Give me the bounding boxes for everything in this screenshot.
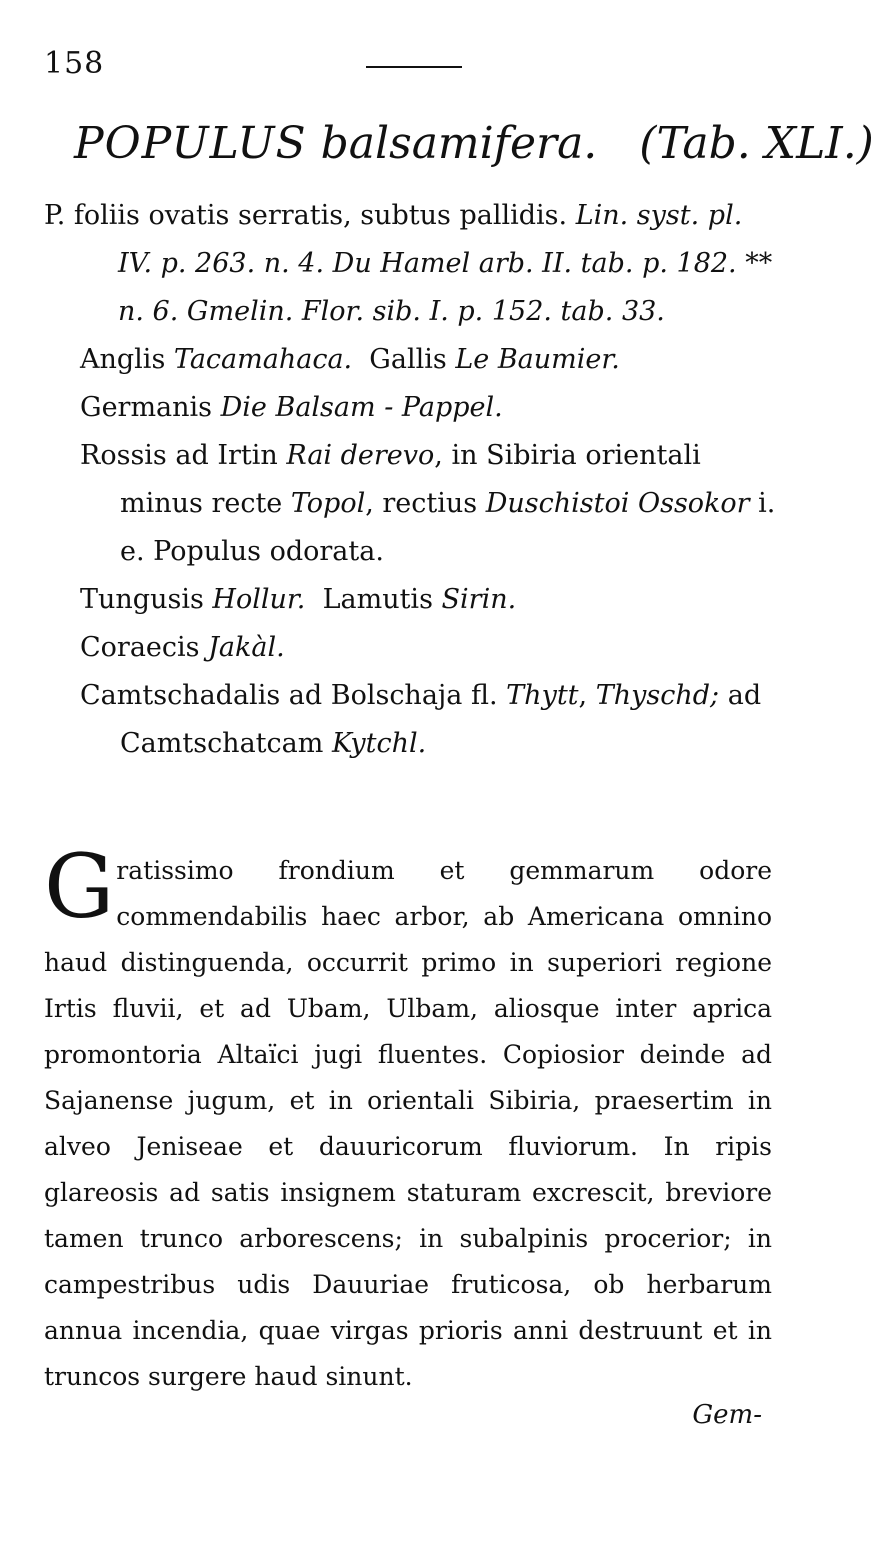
ref-linnaeus: Lin. syst. pl. IV. p. 263. n. 4. xyxy=(118,200,743,279)
name-rossis-2: Topol xyxy=(290,488,366,519)
name-tungusis: Hollur. xyxy=(212,584,306,615)
label-germanis: Germanis xyxy=(80,392,213,423)
entry-anglis-gallis xyxy=(44,336,784,384)
name-coraecis: Jakàl. xyxy=(208,632,285,663)
catchword: Gem- xyxy=(692,1400,762,1430)
text-rossis-4: i. e. Populus odorata. xyxy=(120,488,776,567)
name-rossis-3: Duschistoi Ossokor xyxy=(485,488,750,519)
entry-rossis xyxy=(44,432,784,576)
label-rossis: Rossis ad Irtin xyxy=(80,440,278,471)
entry-coraecis xyxy=(44,624,784,672)
label-coraecis: Coraecis xyxy=(80,632,200,663)
diagnosis xyxy=(44,192,784,336)
entry-germanis xyxy=(44,384,784,432)
diagnosis-text: P. foliis ovatis serratis, subtus pallidis. xyxy=(44,200,568,231)
header-rule xyxy=(366,66,462,68)
label-camtschadalis: Camtschadalis ad Bolschaja fl. xyxy=(80,680,498,711)
ref-duhamel: Du Hamel arb. II. tab. p. 182. ** n. 6. xyxy=(118,248,773,327)
label-tungusis: Tungusis xyxy=(80,584,204,615)
text-rossis-2: , in Sibiria orientali minus recte xyxy=(120,440,701,519)
genus-name: POPULUS xyxy=(74,118,307,169)
label-gallis: Gallis xyxy=(369,344,447,375)
camt-separator: , xyxy=(578,680,588,711)
page-number: 158 xyxy=(44,46,105,81)
label-camt-2: ad Camtschatcam xyxy=(120,680,762,759)
drop-cap: G xyxy=(44,835,115,938)
name-anglis: Tacamahaca. xyxy=(173,344,353,375)
ref-gmelin: Gmelin. Flor. sib. I. p. 152. tab. 33. xyxy=(186,296,665,327)
name-gallis: Le Baumier. xyxy=(455,344,620,375)
description-text: ratissimo frondium et gemmarum odore commendabilis haec arbor, ab Americana omnino haud distinguenda, occurrit primo in superiori regione Irtis fluvii, et ad Ubam, Ulbam, aliosque inter aprica promontoria Altaïci jugi fluentes. Copiosior deinde ad Sajanense jugum, et in orientali Sibiria, praesertim in alveo Jeniseae et dauuricorum fluviorum. In ripis glareosis ad satis insignem staturam excrescit, breviore tamen trunco arborescens; in subalpinis procerior; in campestribus udis Dauuriae fruticosa, ob herbarum annua incendia, quae virgas prioris anni destruunt et in truncos surgere haud sinunt. xyxy=(44,856,772,1391)
plate-reference: (Tab. XLI.) xyxy=(639,118,874,169)
page-title xyxy=(74,118,874,169)
label-lamutis: Lamutis xyxy=(322,584,433,615)
entry-tungusis-lamutis xyxy=(44,576,784,624)
name-camt-3: Kytchl. xyxy=(331,728,427,759)
name-rossis-1: Rai derevo xyxy=(286,440,435,471)
label-anglis: Anglis xyxy=(80,344,166,375)
entry-camtschadalis xyxy=(44,672,784,768)
text-rossis-3: , rectius xyxy=(365,488,478,519)
name-germanis: Die Balsam - Pappel. xyxy=(220,392,503,423)
description-paragraph xyxy=(44,835,772,1400)
name-camt-2: Thyschd; xyxy=(595,680,720,711)
name-lamutis: Sirin. xyxy=(441,584,517,615)
name-camt-1: Thytt xyxy=(506,680,579,711)
synonymy-block xyxy=(44,192,784,768)
species-name: balsamifera. xyxy=(320,118,598,169)
